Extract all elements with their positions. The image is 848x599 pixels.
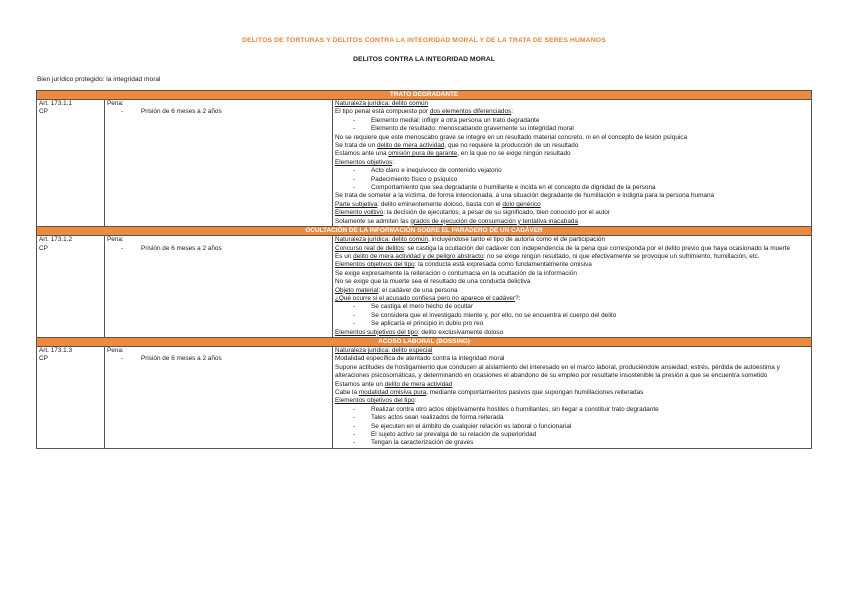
pena-value-item (107, 355, 330, 363)
text-run: Comportamiento que sea degradante o humillante e incida en el concepto de dignidad de la persona (371, 184, 656, 192)
paragraph (335, 209, 809, 217)
text-run: : (392, 158, 394, 166)
list-item (335, 320, 809, 328)
list-item (335, 431, 809, 439)
sub-title: DELITOS CONTRA LA INTEGRIDAD MORAL (353, 56, 495, 63)
list-dash: - (353, 414, 356, 422)
text-run: : la decisión de ejecutarlos, a pesar de su significado, bien conocido por el autor (383, 209, 610, 217)
pena-value: Prisión de 6 meses a 2 años (141, 355, 222, 363)
pena-label: Pena: (107, 346, 124, 354)
underlined-term: Elementos objetivos del tipo (335, 261, 415, 269)
text-run: : el cadáver de una persona (378, 286, 458, 294)
underlined-term: ¿Qué ocurre si el acusado confiesa pero no aparece el cadáver (335, 294, 516, 302)
paragraph (335, 329, 809, 337)
text-run: Se aplicaría el principio in dubio pro reo (371, 320, 484, 328)
underlined-term: Parte subjetiva (335, 200, 378, 208)
text-run: El sujeto activo se prevalga de su relación de superioridad (371, 431, 537, 439)
list-item (335, 117, 809, 125)
article-ref: Art. 173.1.2 CP (37, 236, 105, 338)
content-cell (333, 100, 812, 227)
text-run: : se castiga la ocultación del cadáver con independencia de la pena que corresponda por el delito previo que haya ocasionado la muerte (403, 244, 791, 252)
pena-value: Prisión de 6 meses a 2 años (141, 244, 222, 252)
list-dash: - (353, 116, 356, 124)
text-run: Tengan la caracterización de graves (371, 439, 474, 447)
paragraph (335, 295, 809, 303)
section-band-row (37, 227, 812, 236)
underlined-term: dolo genérico (502, 200, 541, 208)
text-run: Tales actos sean realizados de forma reiterada (371, 414, 504, 422)
underlined-term: Elementos objetivos del tipo (335, 397, 415, 405)
text-run: Se castiga el mero hecho de ocultar (371, 303, 473, 311)
list-item (335, 303, 809, 311)
paragraph (335, 159, 809, 167)
text-run: Supone actitudes de hostigamiento que conducen al aislamiento del interesado en el marco laboral, produciéndole ansiedad, estrés, pérdida de autoestima y alteraciones psicosomáticas, y determinando en ocasiones el abandono de su empleo por resultarle insostenible la presión a que se encuentra sometido (335, 363, 780, 380)
article-ref: Art. 173.1.1 CP (37, 100, 105, 227)
text-run: : (414, 397, 417, 405)
text-run: , mediante comportamientos pasivos que supongan humillaciones reiteradas (426, 389, 644, 396)
paragraph (335, 364, 809, 381)
section-row (37, 100, 812, 227)
paragraph (335, 355, 809, 363)
article-ref: Art. 173.1.3 CP (37, 346, 105, 448)
bien-juridico: Bien jurídico protegido: la integridad moral (37, 76, 161, 83)
underlined-term: delito de mera actividad (384, 380, 453, 388)
paragraph (335, 108, 809, 116)
text-run: ?: (515, 294, 521, 302)
list-item (335, 423, 809, 431)
text-run: No se requiere que este menoscabo grave se integre en un resultado material concreto, ni en el concepto de lesión psíquica (335, 133, 688, 141)
text-run: Realizar contra otro actos objetivamente hostiles o humillantes, sin llegar a constituir trato degradante (371, 405, 659, 413)
paragraph (335, 142, 809, 150)
text-run: Padecimiento físico o psíquico (371, 175, 458, 183)
underlined-term: Naturaleza jurídica: delito especial (335, 346, 433, 354)
paragraph (335, 389, 809, 397)
section-band-row (37, 91, 812, 100)
list-item (335, 167, 809, 175)
list-dash: - (353, 303, 356, 311)
list-item (335, 414, 809, 422)
pena-cell (105, 346, 333, 448)
crimes-table (36, 90, 812, 449)
list-item (335, 439, 809, 447)
list-dash: - (353, 320, 356, 328)
pena-value-item (107, 245, 330, 253)
underlined-term: Elementos objetivos (335, 158, 393, 166)
underlined-term: modalidad omisiva pura (358, 389, 427, 396)
paragraph (335, 261, 809, 269)
underlined-term: omisión pura de garante (388, 150, 458, 158)
section-band: ACOSO LABORAL (BOSSING) (37, 337, 812, 346)
text-run: Es un (335, 252, 354, 260)
text-run: , en la que no se exige ningún resultado (457, 150, 571, 158)
list-dash: - (121, 355, 124, 363)
content-cell (333, 346, 812, 448)
paragraph (335, 150, 809, 158)
text-run: Se trata de un (335, 142, 377, 150)
list-dash: - (353, 311, 356, 319)
list-item (335, 406, 809, 414)
list-item (335, 125, 809, 133)
paragraph (335, 201, 809, 209)
text-run: : la conducta está expresada como fundamentalmente omisiva (414, 261, 592, 269)
text-run: Se ejecuten en el ámbito de cualquier relación es laboral o funcionarial (371, 422, 572, 430)
section-row (37, 236, 812, 338)
underlined-term: Naturaleza jurídica: delito común (335, 100, 429, 107)
paragraph (335, 381, 809, 389)
pena-value: Prisión de 6 meses a 2 años (141, 108, 222, 116)
text-run: Elemento de resultado: menoscabando gravemente su integridad moral (371, 125, 574, 133)
text-run: : delito exclusivamente doloso (417, 328, 504, 336)
main-title: DELITOS DE TORTURAS Y DELITOS CONTRA LA INTEGRIDAD MORAL Y DE LA TRATA DE SERES HUMANOS (242, 37, 606, 44)
underlined-term: Elemento volitivo (335, 209, 384, 217)
list-dash: - (353, 439, 356, 447)
list-dash: - (121, 108, 124, 116)
list-item (335, 312, 809, 320)
text-run: : (511, 108, 513, 116)
paragraph (335, 270, 809, 278)
text-run: No se exige que la muerte sea el resultado de una conducta delictiva (335, 278, 531, 286)
list-dash: - (121, 244, 124, 252)
section-band: OCULTACIÓN DE LA INFORMACIÓN SOBRE EL PARADERO DE UN CADÁVER (37, 227, 812, 236)
paragraph (335, 278, 809, 286)
text-run: , que no requiere la producción de un resultado (444, 142, 579, 150)
underlined-term: Concurso real de delitos (335, 244, 404, 252)
section-band: TRATO DEGRADANTE (37, 91, 812, 100)
list-dash: - (353, 184, 356, 192)
text-run: Acto claro e inequívoco de contenido vejatorio (371, 167, 502, 175)
text-run: El tipo penal está compuesto por (335, 108, 430, 116)
text-run: Cabe la (335, 389, 359, 396)
underlined-term: Objeto material (335, 286, 379, 294)
text-run: : no se exige ningún resultado, ni que efectivamente se provoque un sufrimiento, humillación, etc. (483, 252, 760, 260)
text-run: Estamos ante un (335, 380, 385, 388)
pena-label: Pena: (107, 100, 124, 107)
section-row (37, 346, 812, 448)
paragraph (335, 347, 809, 355)
list-item (335, 176, 809, 184)
text-run: Se exige expresamente la reiteración o contumacia en la ocultación de la información (335, 269, 577, 277)
underlined-term: grados de ejecución de consumación y tentativa inacabada (410, 217, 579, 225)
list-dash: - (353, 175, 356, 183)
paragraph (335, 192, 809, 200)
underlined-term: Elementos subjetivos del tipo (335, 328, 418, 336)
text-run: , incluyéndose tanto el tipo de autoría como el de participación (428, 236, 605, 244)
list-dash: - (353, 167, 356, 175)
underlined-term: delito de mera actividad y de peligro abstracto (353, 252, 484, 260)
paragraph (335, 134, 809, 142)
underlined-term: Naturaleza jurídica: delito común (335, 236, 429, 244)
paragraph (335, 100, 809, 108)
text-run: : delito eminentemente doloso, basta con el (377, 200, 503, 208)
underlined-term: dos elementos diferenciados (429, 108, 512, 116)
paragraph (335, 287, 809, 295)
text-run: Modalidad específica de atentado contra la integridad moral (335, 355, 505, 363)
text-run: Estamos ante una (335, 150, 389, 158)
pena-value-item (107, 108, 330, 116)
paragraph (335, 397, 809, 405)
text-run: Se trata de someter a la víctima, de forma intencionada, a una situación degradante de humillación e indigna para la persona humana (335, 192, 715, 200)
text-run: Se considera que el investigado miente y, por ello, no se encuentra el cuerpo del delito (371, 311, 617, 319)
paragraph (335, 253, 809, 261)
pena-cell (105, 236, 333, 338)
text-run: Elemento medial: infligir a otra persona un trato degradante (371, 116, 540, 124)
text-run: Solamente se admiten las (335, 217, 411, 225)
paragraph (335, 245, 809, 253)
content-cell (333, 236, 812, 338)
paragraph (335, 218, 809, 226)
underlined-term: delito de mera actividad (376, 142, 445, 150)
list-dash: - (353, 422, 356, 430)
list-item (335, 184, 809, 192)
list-dash: - (353, 431, 356, 439)
pena-cell (105, 100, 333, 227)
section-band-row (37, 337, 812, 346)
list-dash: - (353, 405, 356, 413)
list-dash: - (353, 125, 356, 133)
pena-label: Pena: (107, 236, 124, 244)
paragraph (335, 236, 809, 244)
